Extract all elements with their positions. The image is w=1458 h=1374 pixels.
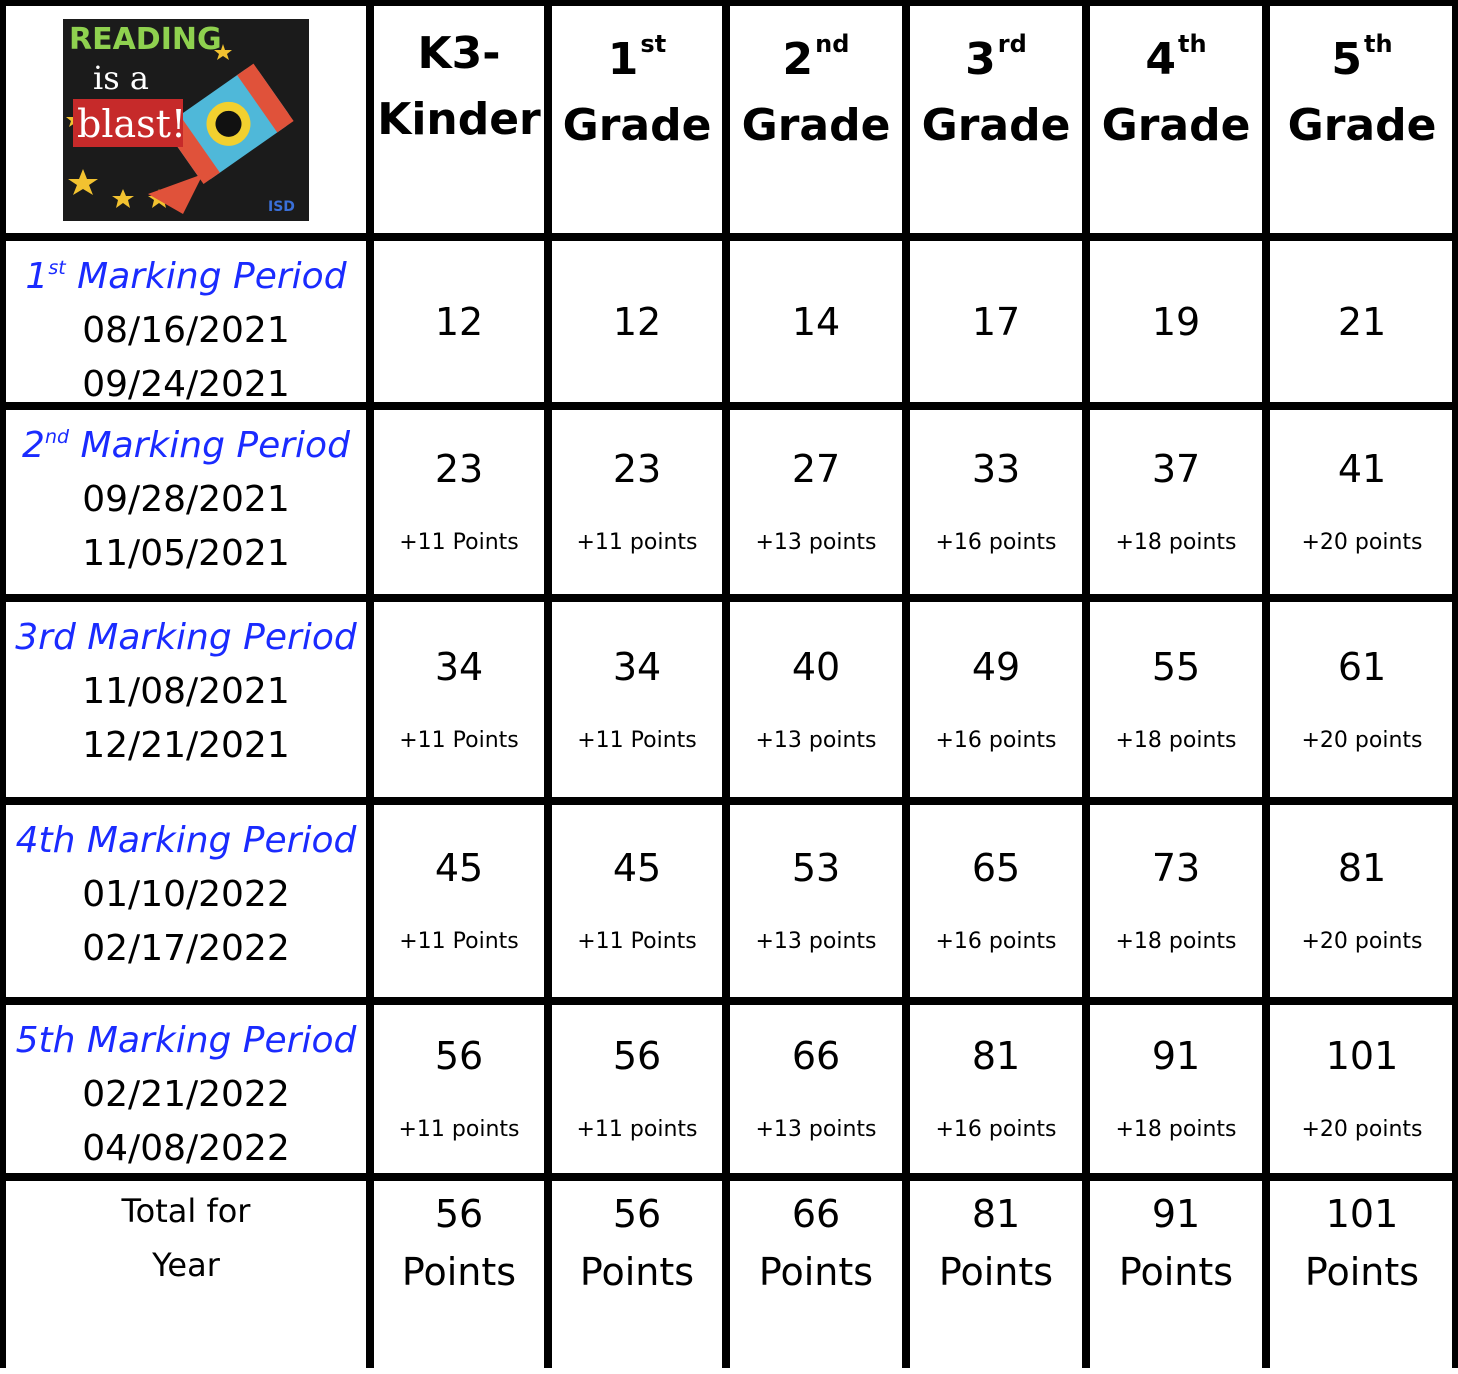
- period-3-grade5: 61 +20 points: [1270, 602, 1454, 797]
- total-grade2: 66 Points: [730, 1181, 902, 1374]
- period-5-grade1: 56 +11 points: [552, 1005, 722, 1173]
- period-2-grade2: 27 +13 points: [730, 410, 902, 594]
- period-4-grade3: 65 +16 points: [910, 805, 1082, 997]
- period-3-label: 3rd Marking Period 11/08/2021 12/21/2021: [6, 602, 366, 797]
- total-k3: 56 Points: [374, 1181, 544, 1374]
- period-5-grade2: 66 +13 points: [730, 1005, 902, 1173]
- period-1-grade5: 21: [1270, 241, 1454, 402]
- reading-is-a-blast-logo: [6, 6, 366, 233]
- period-4-grade4: 73 +18 points: [1090, 805, 1262, 997]
- period-4-grade1: 45 +11 Points: [552, 805, 722, 997]
- header-k3-kinder: K3- Kinder: [374, 6, 544, 233]
- period-2-label: 2nd Marking Period 09/28/2021 11/05/2021: [6, 410, 366, 594]
- table-top-border: [0, 0, 1458, 6]
- period-3-k3: 34 +11 Points: [374, 602, 544, 797]
- header-5th-grade: 5th Grade: [1270, 6, 1454, 233]
- header-2nd-grade: 2nd Grade: [730, 6, 902, 233]
- rocket-logo-image: [63, 19, 309, 221]
- svg-text:is a: is a: [93, 58, 149, 97]
- period-1-grade3: 17: [910, 241, 1082, 402]
- period-5-label: 5th Marking Period 02/21/2022 04/08/2022: [6, 1005, 366, 1173]
- period-2-grade3: 33 +16 points: [910, 410, 1082, 594]
- total-grade1: 56 Points: [552, 1181, 722, 1374]
- period-1-grade1: 12: [552, 241, 722, 402]
- period-2-k3: 23 +11 Points: [374, 410, 544, 594]
- total-grade5: 101 Points: [1270, 1181, 1454, 1374]
- period-4-grade5: 81 +20 points: [1270, 805, 1454, 997]
- period-3-grade1: 34 +11 Points: [552, 602, 722, 797]
- period-3-grade3: 49 +16 points: [910, 602, 1082, 797]
- period-5-k3: 56 +11 points: [374, 1005, 544, 1173]
- period-3-grade2: 40 +13 points: [730, 602, 902, 797]
- period-2-grade4: 37 +18 points: [1090, 410, 1262, 594]
- table-right-border: [1452, 0, 1458, 1368]
- header-4th-grade: 4th Grade: [1090, 6, 1262, 233]
- svg-text:blast!: blast!: [77, 101, 187, 146]
- period-3-grade4: 55 +18 points: [1090, 602, 1262, 797]
- header-1st-grade: 1st Grade: [552, 6, 722, 233]
- total-grade3: 81 Points: [910, 1181, 1082, 1374]
- svg-text:ISD: ISD: [268, 198, 295, 215]
- header-3rd-grade: 3rd Grade: [910, 6, 1082, 233]
- period-1-grade2: 14: [730, 241, 902, 402]
- total-label: Total for Year: [6, 1181, 366, 1374]
- period-5-grade4: 91 +18 points: [1090, 1005, 1262, 1173]
- period-1-k3: 12: [374, 241, 544, 402]
- total-grade4: 91 Points: [1090, 1181, 1262, 1374]
- table-left-border: [0, 0, 6, 1368]
- period-5-grade3: 81 +16 points: [910, 1005, 1082, 1173]
- period-5-grade5: 101 +20 points: [1270, 1005, 1454, 1173]
- period-1-grade4: 19: [1090, 241, 1262, 402]
- period-1-label: 1st Marking Period 08/16/2021 09/24/2021: [6, 241, 366, 402]
- svg-text:READING: READING: [69, 21, 222, 57]
- period-4-k3: 45 +11 Points: [374, 805, 544, 997]
- period-4-grade2: 53 +13 points: [730, 805, 902, 997]
- period-2-grade5: 41 +20 points: [1270, 410, 1454, 594]
- period-2-grade1: 23 +11 points: [552, 410, 722, 594]
- period-4-label: 4th Marking Period 01/10/2022 02/17/2022: [6, 805, 366, 997]
